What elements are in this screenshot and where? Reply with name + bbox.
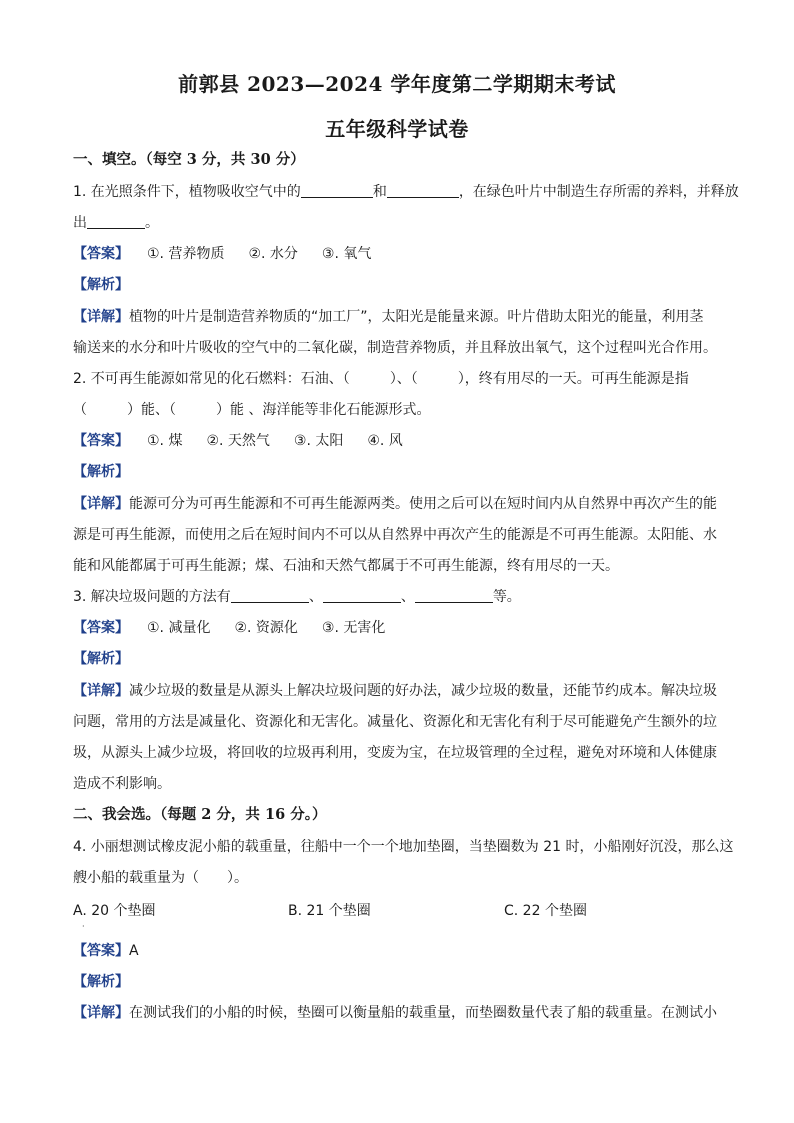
detail-text: 【详解】在测试我们的小船的时候，垫圈可以衡量船的载重量，而垫圈数量代表了船的载重量。在测试小 [73, 1005, 717, 1021]
answer-label: 【答案】 [73, 620, 129, 636]
answer-item: ①. 煤 [147, 433, 183, 449]
answer-item: ②. 天然气 [206, 433, 270, 449]
detail-text: 圾，从源头上减少垃圾，将回收的垃圾再利用，变废为宝，在垃圾管理的全过程，避免对环境和人体健康 [73, 745, 717, 761]
answer-item: ①. 减量化 [147, 620, 211, 636]
detail-label: 【详解】 [73, 496, 129, 512]
answer-row [73, 431, 733, 451]
answer-blank [301, 183, 373, 198]
analysis-label: 【解析】 [73, 464, 129, 480]
question-4-cont: 艘小船的载重量为（ ）。 [73, 870, 248, 886]
section-heading: 一、填空。（每空 3 分，共 30 分） [73, 151, 305, 168]
answer-item: ③. 氧气 [321, 246, 372, 262]
answer-blank [387, 183, 459, 198]
answer-label: 【答案】 [73, 943, 129, 959]
answer-blank [231, 588, 309, 603]
answer-label: 【答案】 [73, 246, 129, 262]
detail-label: 【详解】 [73, 1005, 129, 1021]
detail-text: 问题，常用的方法是减量化、资源化和无害化。减量化、资源化和无害化有利于尽可能避免产生额外的垃 [73, 714, 717, 730]
analysis-label: 【解析】 [73, 277, 129, 293]
answer-row [73, 941, 733, 961]
choice-c: C. 22 个垫圈 [504, 903, 587, 919]
question-2: 2. 不可再生能源如常见的化石燃料：石油、（ ）、（ ），终有用尽的一天。可再生能源是指 [73, 371, 689, 387]
detail-label: 【详解】 [73, 309, 129, 325]
answer-blank [415, 588, 493, 603]
stray-mark: · [82, 922, 85, 931]
answer-item: ②. 资源化 [234, 620, 298, 636]
question-1: 1. 在光照条件下，植物吸收空气中的 和 ，在绿色叶片中制造生存所需的养料，并释放 [73, 184, 739, 200]
question-3: 3. 解决垃圾问题的方法有 、 、 等。 [73, 589, 521, 605]
answer-row [73, 244, 733, 264]
answer-item: ③. 无害化 [321, 620, 386, 636]
answer-item: ③. 太阳 [293, 433, 344, 449]
answer-blank [87, 214, 145, 229]
answer-row [73, 618, 733, 638]
question-4: 4. 小丽想测试橡皮泥小船的载重量，往船中一个一个地加垫圈，当垫圈数为 21 时，小船刚好沉没，那么这 [73, 839, 734, 855]
section-heading: 二、我会选。（每题 2 分，共 16 分。） [73, 806, 327, 823]
choice-a: A. 20 个垫圈 [73, 903, 156, 919]
answer-label: 【答案】 [73, 433, 129, 449]
detail-label: 【详解】 [73, 683, 129, 699]
question-1-cont: 出 。 [73, 215, 159, 231]
analysis-label: 【解析】 [73, 651, 129, 667]
detail-text: 能和风能都属于可再生能源；煤、石油和天然气都属于不可再生能源，终有用尽的一天。 [73, 558, 619, 574]
detail-text: 【详解】减少垃圾的数量是从源头上解决垃圾问题的好办法，减少垃圾的数量，还能节约成本。解决垃圾 [73, 683, 717, 699]
choice-b: B. 21 个垫圈 [288, 903, 371, 919]
detail-text: 【详解】植物的叶片是制造营养物质的“加工厂”，太阳光是能量来源。叶片借助太阳光的能量，利用茎 [73, 309, 704, 325]
detail-text: 造成不利影响。 [73, 776, 171, 792]
answer-item: A [129, 943, 139, 959]
page-title: 前郭县 2023—2024 学年度第二学期期末考试 [178, 72, 616, 96]
answer-item: ②. 水分 [248, 246, 298, 262]
question-2-cont: （ ）能、（ ）能 、海洋能等非化石能源形式。 [73, 402, 431, 418]
answer-blank [323, 588, 401, 603]
detail-text: 【详解】能源可分为可再生能源和不可再生能源两类。使用之后可以在短时间内从自然界中再次产生的能 [73, 496, 717, 512]
answer-item: ④. 风 [367, 433, 403, 449]
detail-text: 源是可再生能源，而使用之后在短时间内不可以从自然界中再次产生的能源是不可再生能源。太阳能、水 [73, 527, 717, 543]
page-subtitle: 五年级科学试卷 [325, 117, 469, 141]
detail-text: 输送来的水分和叶片吸收的空气中的二氧化碳，制造营养物质，并且释放出氧气，这个过程叫光合作用。 [73, 340, 717, 356]
answer-item: ①. 营养物质 [147, 246, 225, 262]
analysis-label: 【解析】 [73, 974, 129, 990]
